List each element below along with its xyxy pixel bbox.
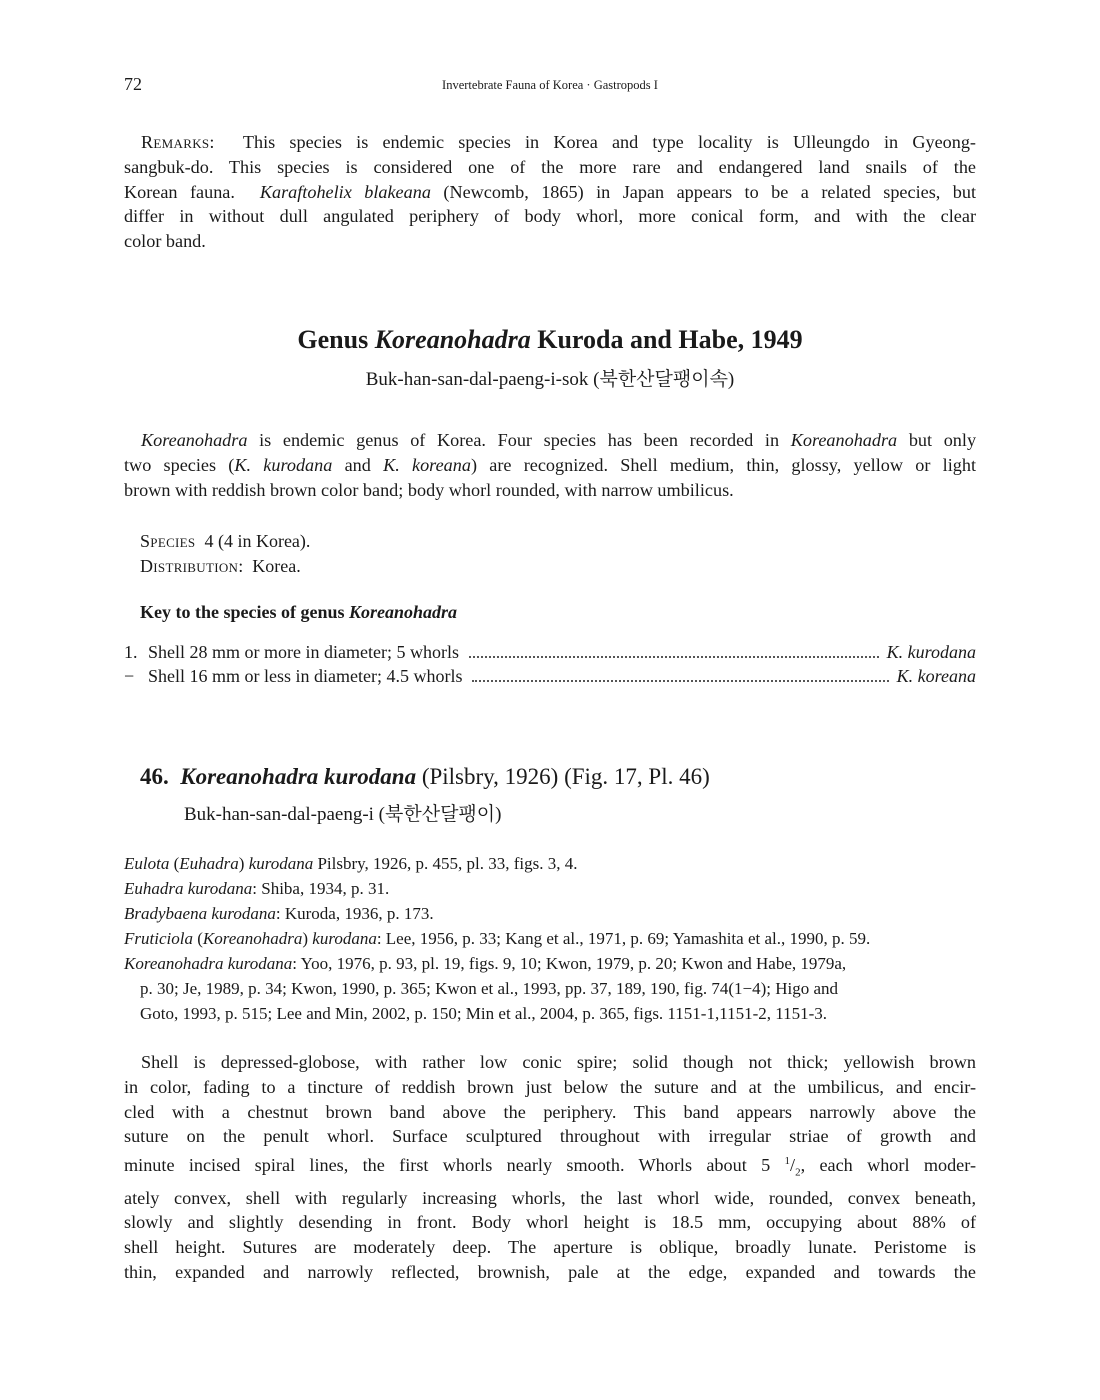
genus-desc-line: Koreanohadra is endemic genus of Korea. Four species has been recorded in Koreanohadra but only (141, 430, 977, 450)
description-line: cled with a chestnut brown band above the periphery. This band appears narrowly above the (124, 1101, 976, 1122)
remarks-line: color band. (124, 231, 206, 252)
description-line: thin, expanded and narrowly reflected, brownish, pale at the edge, expanded and towards the (124, 1262, 976, 1283)
shell-description (124, 1050, 976, 1285)
related-species-name: Karaftohelix blakeana (259, 181, 431, 202)
species-count: Species 4 (4 in Korea). (140, 531, 311, 551)
distribution: Distribution: Korea. (140, 556, 301, 576)
remarks-line: Korean fauna. Karaftohelix blakeana (Newcomb, 1865) in Japan appears to be a related species, but (124, 181, 977, 202)
synonym-entry: Euhadra kurodana: Shiba, 1934, p. 31. (124, 879, 390, 898)
key-row: − Shell 16 mm or less in diameter; 4.5 whorls K. koreana (124, 666, 976, 686)
remarks-line: Remarks: This species is endemic species in Korea and type locality is Ulleungdo in Gyeong- (141, 132, 976, 152)
genus-korean-name: Buk-han-san-dal-paeng-i-sok (북한산달팽이속) (365, 369, 735, 390)
genus-desc-line: two species (K. kurodana and K. koreana) are recognized. Shell medium, thin, glossy, yellow or light (124, 454, 976, 475)
key-title: Key to the species of genus Koreanohadra (140, 602, 458, 622)
dot-leader (469, 655, 879, 658)
page-number: 72 (124, 74, 142, 94)
description-line: ately convex, shell with regularly increasing whorls, the last whorl wide, rounded, convex beneath, (124, 1187, 976, 1208)
description-line: shell height. Sutures are moderately deep. The aperture is oblique, broadly lunate. Peristome is (124, 1237, 976, 1258)
synonym-entry: Bradybaena kurodana: Kuroda, 1936, p. 173. (124, 904, 434, 923)
remarks-line: differ in without dull angulated periphery of body whorl, more conical form, and with the clear (124, 206, 976, 227)
synonym-entry: Koreanohadra kurodana: Yoo, 1976, p. 93, pl. 19, figs. 9, 10; Kwon, 1979, p. 20; Kwon and Habe, 1979a, (124, 954, 847, 973)
description-line: in color, fading to a tincture of reddish brown just below the suture and at the umbilicus, and encir- (124, 1076, 976, 1097)
description-line: slowly and slightly desending in front. Body whorl height is 18.5 mm, occupying about 88% of (124, 1212, 976, 1233)
genus-desc-line: brown with reddish brown color band; body whorl rounded, with narrow umbilicus. (124, 479, 734, 500)
key-row: 1. Shell 28 mm or more in diameter; 5 whorls K. kurodana (124, 642, 976, 662)
description-line: minute incised spiral lines, the first whorls nearly smooth. Whorls about 5 $^1/_2$, each whorl moder- (124, 1155, 976, 1179)
synonym-entry-continued: Goto, 1993, p. 515; Lee and Min, 2002, p. 150; Min et al., 2004, p. 365, figs. 1151-1,1151-2, 1151-3. (140, 1004, 828, 1023)
remarks-paragraph (124, 130, 976, 254)
synonymy-list (124, 851, 984, 1026)
running-title: Invertebrate Fauna of Korea · Gastropods I (442, 78, 658, 92)
synonym-entry-continued: p. 30; Je, 1989, p. 34; Kwon, 1990, p. 365; Kwon et al., 1993, pp. 37, 189, 190, fig. 74(1−4); Higo and (140, 979, 839, 998)
species-korean-name: Buk-han-san-dal-paeng-i (북한산달팽이) (184, 804, 502, 825)
description-line: Shell is depressed-globose, with rather low conic spire; solid though not thick; yellowish brown (141, 1052, 976, 1072)
description-line: suture on the penult whorl. Surface sculptured throughout with irregular striae of growth and (124, 1126, 976, 1147)
synonym-entry: Eulota (Euhadra) kurodana Pilsbry, 1926, p. 455, pl. 33, figs. 3, 4. (124, 854, 578, 873)
remarks-label: Remarks (141, 132, 210, 152)
genus-title: Genus Koreanohadra Kuroda and Habe, 1949 (297, 325, 803, 354)
species-title: 46. Koreanohadra kurodana (Pilsbry, 1926) (Fig. 17, Pl. 46) (140, 764, 710, 789)
synonym-entry: Fruticiola (Koreanohadra) kurodana: Lee, 1956, p. 33; Kang et al., 1971, p. 69; Yamashita et al., 1990, p. 59. (124, 929, 871, 948)
genus-description (124, 428, 976, 502)
dot-leader (472, 679, 888, 682)
remarks-line: sangbuk-do. This species is considered one of the more rare and endangered land snails of the (124, 156, 976, 177)
